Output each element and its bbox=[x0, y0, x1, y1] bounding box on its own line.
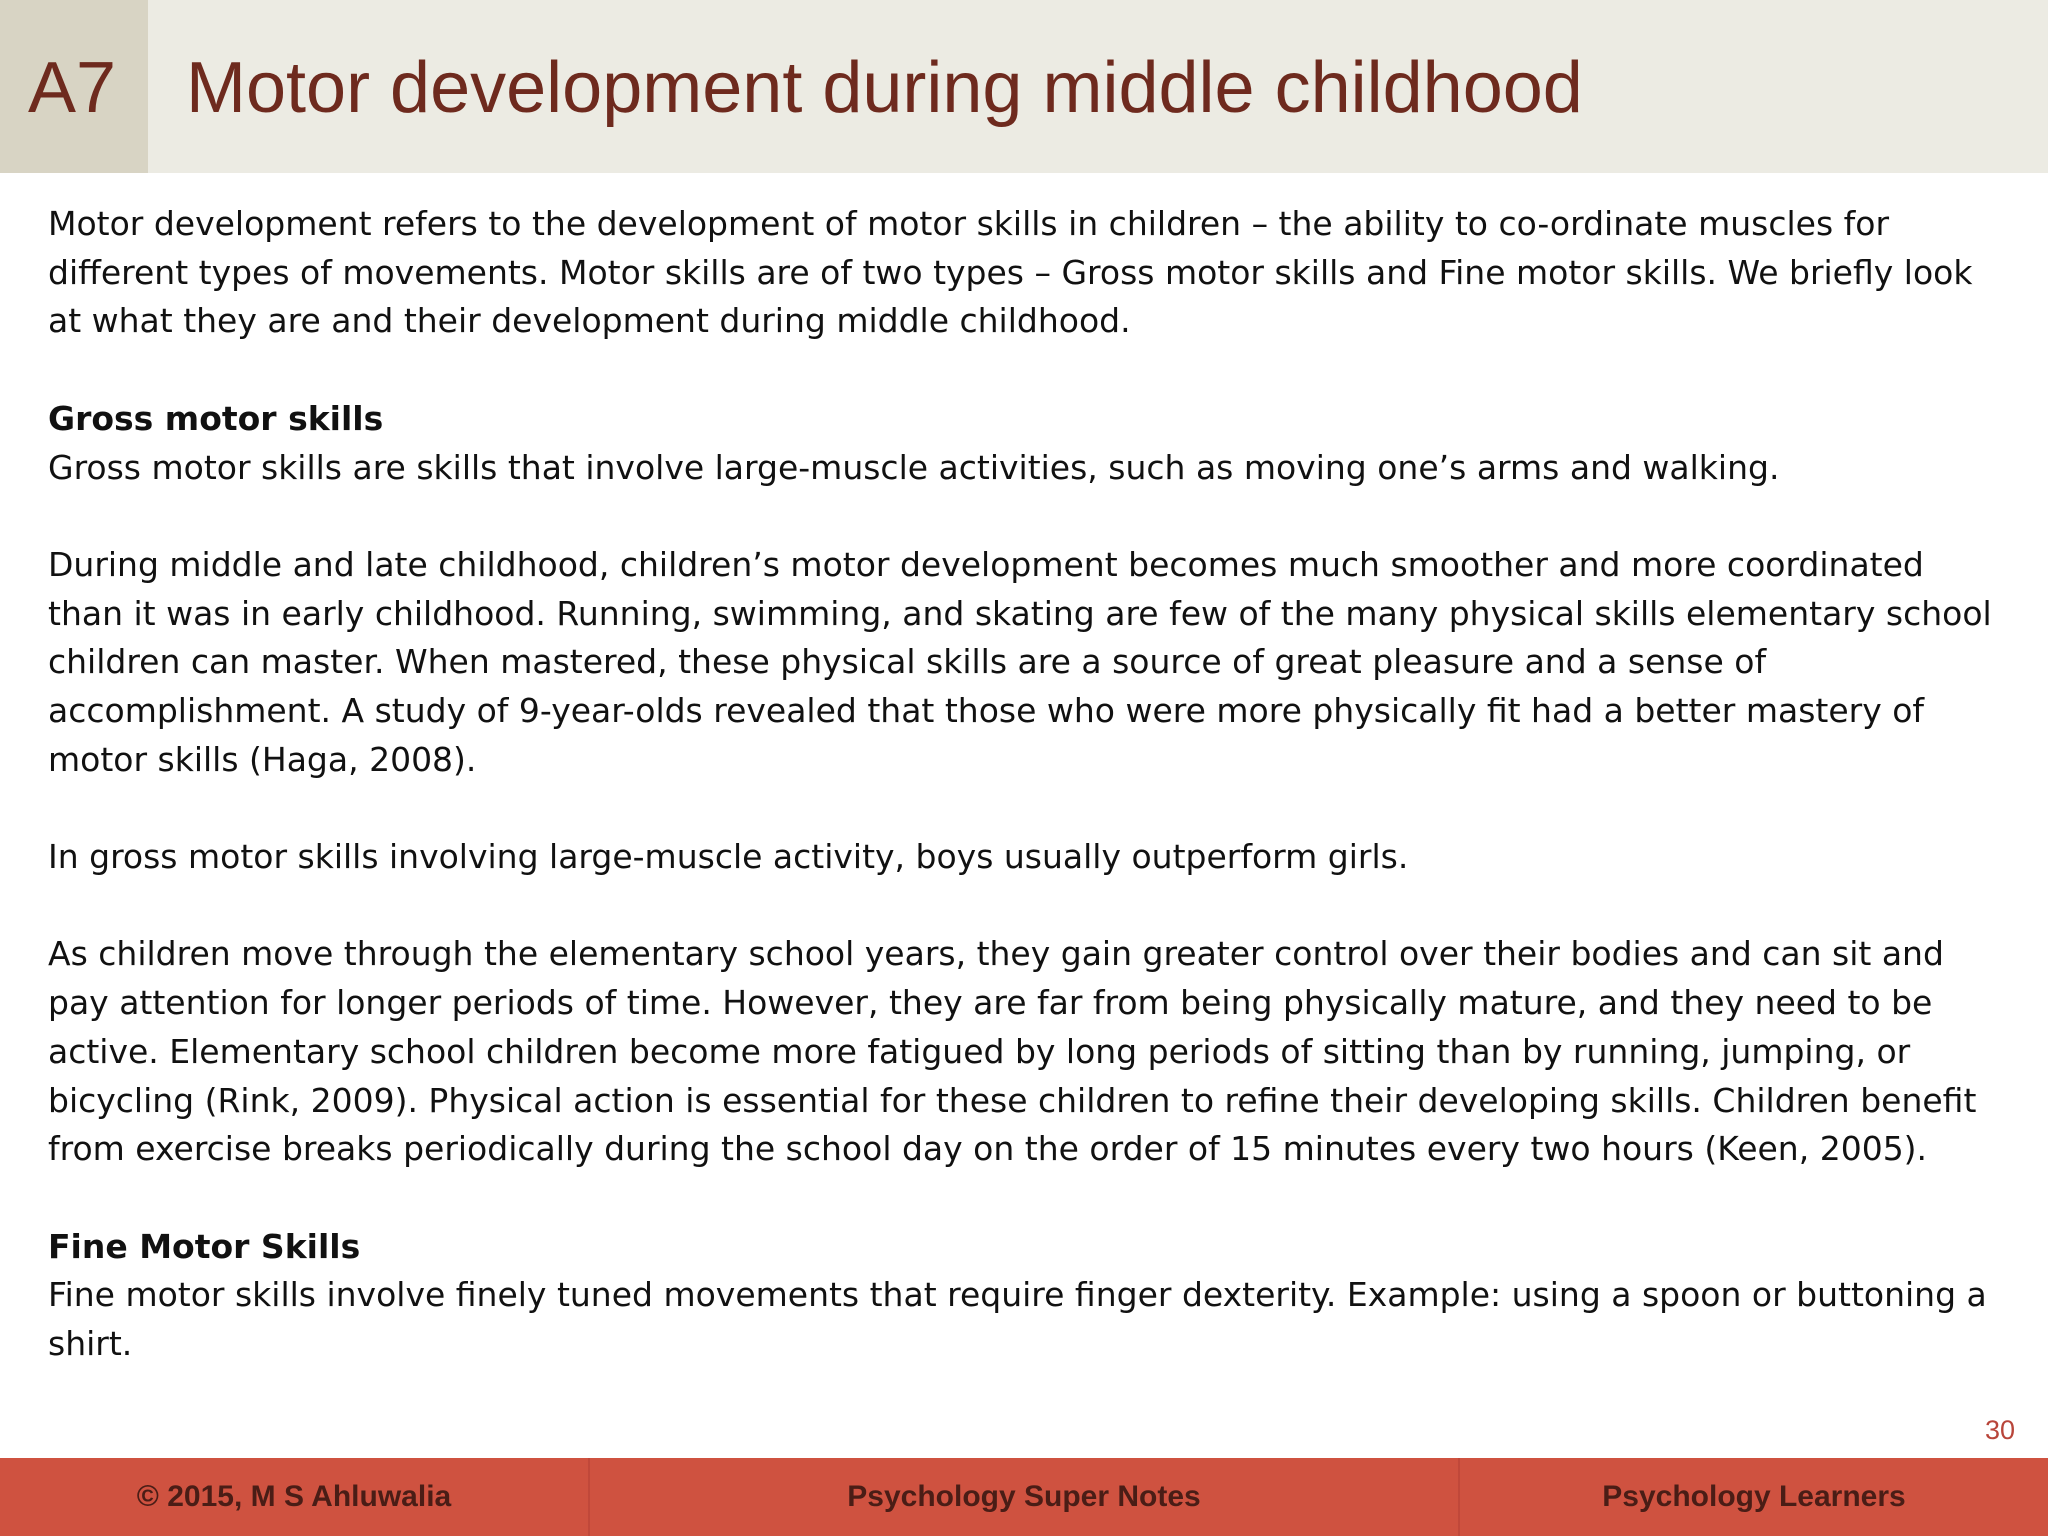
fine-motor-section bbox=[48, 1223, 2008, 1369]
fine-motor-definition: Fine motor skills involve finely tuned movements that require finger dexterity. Example: using a spoon or buttoning a shirt. bbox=[48, 1275, 1987, 1364]
fine-motor-heading: Fine Motor Skills bbox=[48, 1226, 361, 1266]
slide-title: Motor development during middle childhood bbox=[186, 48, 1583, 128]
footer-course-name: Psychology Super Notes bbox=[847, 1480, 1201, 1513]
intro-paragraph: Motor development refers to the development of motor skills in children – the ability to co-ordinate muscles for different types of movements. Motor skills are of two types – Gross motor skills and Fine motor skills. We briefly look at what they are and their development during middle childhood. bbox=[48, 204, 1973, 341]
gross-motor-heading: Gross motor skills bbox=[48, 398, 384, 438]
gross-motor-paragraph-2: In gross motor skills involving large-muscle activity, boys usually outperform girls. bbox=[48, 837, 1409, 877]
gross-motor-definition: Gross motor skills are skills that involve large-muscle activities, such as moving one’s arms and walking. bbox=[48, 447, 1780, 487]
section-code: A7 bbox=[28, 48, 117, 128]
slide-body bbox=[48, 200, 2008, 1417]
section-code-box bbox=[0, 0, 148, 173]
slide-header bbox=[0, 0, 2048, 173]
page-number: 30 bbox=[1984, 1415, 2015, 1445]
footer-publisher: Psychology Learners bbox=[1602, 1480, 1906, 1513]
gross-motor-section bbox=[48, 395, 2008, 492]
slide-footer bbox=[0, 1458, 2048, 1536]
gross-motor-paragraph-1: During middle and late childhood, children’s motor development becomes much smoother and more coordinated than it was in early childhood. Running, swimming, and skating are few of the many physical skills elementary school children can master. When mastered, these physical skills are a source of great pleasure and a sense of accomplishment. A study of 9-year-olds revealed that those who were more physically fit had a better mastery of motor skills (Haga, 2008). bbox=[48, 544, 1992, 779]
footer-copyright: © 2015, M S Ahluwalia bbox=[136, 1480, 452, 1513]
gross-motor-paragraph-3: As children move through the elementary school years, they gain greater control over their bodies and can sit and pay attention for longer periods of time. However, they are far from being physically mature, and they need to be active. Elementary school children become more fatigued by long periods of sitting than by running, jumping, or bicycling (Rink, 2009). Physical action is essential for these children to refine their developing skills. Children benefit from exercise breaks periodically during the school day on the order of 15 minutes every two hours (Keen, 2005). bbox=[48, 934, 1977, 1169]
